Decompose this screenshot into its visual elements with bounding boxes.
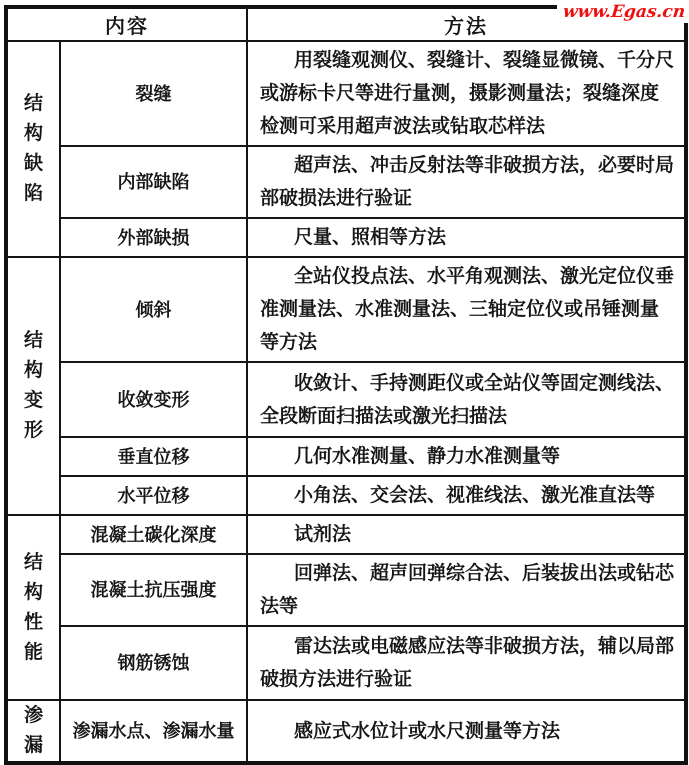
item-cell-convergence-deformation: 收敛变形 bbox=[60, 362, 247, 437]
group-cell-structural-deformation: 结构变形 bbox=[6, 257, 60, 515]
table-row-crack bbox=[6, 41, 686, 146]
table-row-compressive-strength bbox=[6, 554, 686, 626]
table-row-internal-defect bbox=[6, 146, 686, 218]
group-cell-structural-defect: 结构缺陷 bbox=[6, 41, 60, 257]
item-cell-internal-defect: 内部缺陷 bbox=[60, 146, 247, 218]
table-row-rebar-corrosion bbox=[6, 626, 686, 700]
item-cell-compressive-strength: 混凝土抗压强度 bbox=[60, 554, 247, 626]
item-cell-crack: 裂缝 bbox=[60, 41, 247, 146]
method-cell-convergence-deformation: 收敛计、手持测距仪或全站仪等固定测线法、全段断面扫描法或激光扫描法 bbox=[247, 362, 686, 437]
item-cell-carbonation-depth: 混凝土碳化深度 bbox=[60, 515, 247, 554]
method-cell-inclination: 全站仪投点法、水平角观测法、激光定位仪垂准测量法、水准测量法、三轴定位仪或吊锤测量等方法 bbox=[247, 257, 686, 362]
table-row-convergence-deformation bbox=[6, 362, 686, 437]
method-cell-compressive-strength: 回弹法、超声回弹综合法、后装拔出法或钻芯法等 bbox=[247, 554, 686, 626]
method-cell-seepage-point-volume: 感应式水位计或水尺测量等方法 bbox=[247, 700, 686, 763]
item-cell-inclination: 倾斜 bbox=[60, 257, 247, 362]
method-cell-internal-defect: 超声法、冲击反射法等非破损方法，必要时局部破损法进行验证 bbox=[247, 146, 686, 218]
table-row-seepage bbox=[6, 700, 686, 763]
inspection-methods-table bbox=[4, 5, 688, 765]
table-row-inclination bbox=[6, 257, 686, 362]
table-row-horizontal-displacement bbox=[6, 476, 686, 515]
method-cell-crack: 用裂缝观测仪、裂缝计、裂缝显微镜、千分尺或游标卡尺等进行量测，摄影测量法；裂缝深度检测可采用超声波法或钻取芯样法 bbox=[247, 41, 686, 146]
table-row-carbonation-depth bbox=[6, 515, 686, 554]
item-cell-rebar-corrosion: 钢筋锈蚀 bbox=[60, 626, 247, 700]
method-cell-rebar-corrosion: 雷达法或电磁感应法等非破损方法，辅以局部破损方法进行验证 bbox=[247, 626, 686, 700]
method-cell-horizontal-displacement: 小角法、交会法、视准线法、激光准直法等 bbox=[247, 476, 686, 515]
group-cell-structural-performance: 结构性能 bbox=[6, 515, 60, 700]
column-header-method: 方法 bbox=[247, 7, 686, 41]
watermark-text: www.Egas.cn bbox=[561, 1, 687, 22]
column-header-content: 内容 bbox=[6, 7, 247, 41]
item-cell-seepage-point-volume: 渗漏水点、渗漏水量 bbox=[60, 700, 247, 763]
table-row-vertical-displacement bbox=[6, 437, 686, 476]
group-cell-seepage: 渗漏 bbox=[6, 700, 60, 763]
item-cell-vertical-displacement: 垂直位移 bbox=[60, 437, 247, 476]
method-cell-vertical-displacement: 几何水准测量、静力水准测量等 bbox=[247, 437, 686, 476]
item-cell-external-damage: 外部缺损 bbox=[60, 218, 247, 257]
method-cell-external-damage: 尺量、照相等方法 bbox=[247, 218, 686, 257]
watermark-overlay bbox=[557, 0, 689, 23]
item-cell-horizontal-displacement: 水平位移 bbox=[60, 476, 247, 515]
table-row-external-damage bbox=[6, 218, 686, 257]
method-cell-carbonation-depth: 试剂法 bbox=[247, 515, 686, 554]
